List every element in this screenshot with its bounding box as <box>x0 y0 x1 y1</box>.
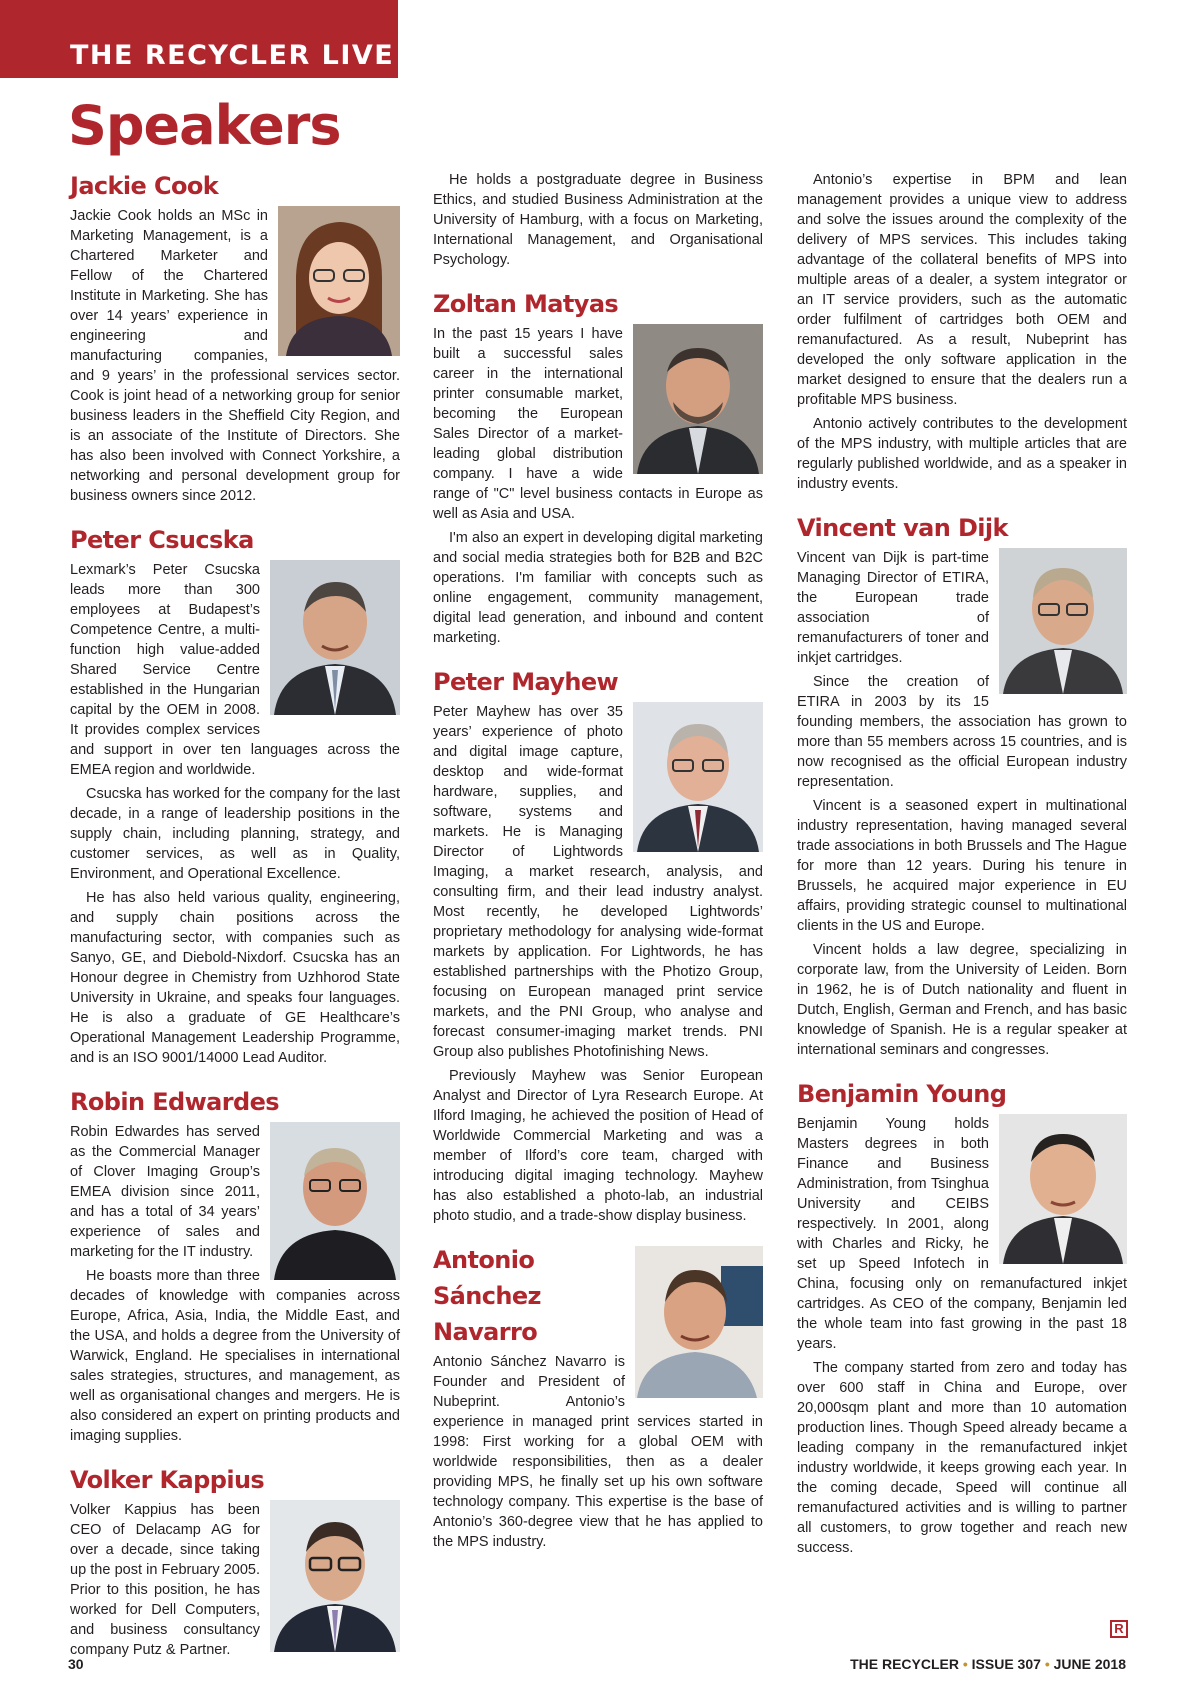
footer-separator: • <box>962 1656 968 1672</box>
footer-issue: ISSUE 307 <box>971 1656 1041 1672</box>
footer-publication-info <box>850 1656 1126 1672</box>
speaker-bio: In the past 15 years I have built a successful sales career in the international printer consumable market, becoming the European Sales Director of a market-leading global distribution company. I have a wide range of "C" level business contacts in Europe as well as Asia and USA. <box>433 326 763 522</box>
speaker-photo <box>270 560 400 715</box>
footer-date: JUNE 2018 <box>1053 1656 1126 1672</box>
speaker-bio: Since the creation of ETIRA in 2003 by its 15 founding members, the association has grown to more than 55 members across 15 countries, and is now recognised as the official European industry representation. <box>797 674 1127 790</box>
speaker-photo <box>999 548 1127 694</box>
speaker-bio: Peter Mayhew has over 35 years’ experience of photo and digital image capture, desktop and wide-format hardware, supplies, and software, systems and markets. He is Managing Director of Lightwords Imaging, a market research, analysis, and consulting firm, and their lead industry analyst. Most recently, he developed Lightwords’ proprietary methodology for analysing wide-format markets by application. For Lightwords, he has established partnerships with the Photizo Group, focusing on European managed print service markets, and the PNI Group, who analyse and forecast consumer-imaging market trends. PNI Group also publishes Photofinishing News. <box>433 704 763 1060</box>
speaker-photo <box>635 1246 763 1398</box>
speaker-antonio-sanchez-navarro-continued <box>797 170 1127 494</box>
end-of-article-logo: R <box>1110 1620 1128 1638</box>
speaker-name: Jackie Cook <box>70 172 219 200</box>
speaker-bio: Lexmark’s Peter Csucska leads more than 300 employees at Budapest’s Competence Centre, a multi-function high value-added Shared Service Centre established in the Hungarian capital by the OEM in 2008. It provides complex services and support in over ten languages across the EMEA region and worldwide. <box>70 562 400 778</box>
speaker-zoltan-matyas <box>433 286 763 648</box>
speaker-bio: Previously Mayhew was Senior European Analyst and Director of Lyra Research Europe. At Ilford Imaging, he achieved the position of Head of Worldwide Commercial Marketing and was a member of Ilford’s core team, charged with introducing digital imaging technology. Mayhew has also established a photo-lab, an industrial photo studio, and a trade-show display business. <box>433 1068 763 1224</box>
speaker-bio: Benjamin Young holds Masters degrees in both Finance and Business Administration, from Tsinghua University and CEIBS respectively. In 2001, along with Charles and Ricky, he set up Speed Infotech in China, focusing only on remanufactured inkjet cartridges. As CEO of the company, Benjamin led the whole team into fast growing in the past 18 years. <box>797 1116 1127 1352</box>
speaker-robin-edwardes <box>70 1084 400 1446</box>
speaker-bio: The company started from zero and today has over 600 staff in China and Europe, over 20,000sqm plant and more than 10 automation production lines. Though Speed already became a leading company in the remanufactured inkjet industry worldwide, it keeps growing each year. In the coming decade, Speed will continue all remanufactured activities and is willing to partner all customers, to grow together and reach new success. <box>797 1360 1127 1556</box>
speaker-benjamin-young <box>797 1076 1127 1558</box>
column-2 <box>433 170 763 1568</box>
speaker-photo <box>270 1500 400 1652</box>
column-3 <box>797 170 1127 1574</box>
speaker-name: Robin Edwardes <box>70 1088 279 1116</box>
speaker-bio: Vincent is a seasoned expert in multinational industry representation, having managed several trade associations in both Brussels and The Hague for more than 12 years. During his tenure in Brussels, he acquired major experience in EU affairs, providing strategic counsel to multinational clients in the US and Europe. <box>797 798 1127 934</box>
speaker-peter-mayhew <box>433 664 763 1226</box>
speaker-photo <box>999 1114 1127 1264</box>
speaker-bio: Robin Edwardes has served as the Commercial Manager of Clover Imaging Group’s EMEA division since 2011, and has a total of 34 years’ experience of sales and marketing for the IT industry. <box>70 1124 260 1260</box>
speaker-bio: He has also held various quality, engineering, and supply chain positions across the manufacturing sector, with companies such as Sanyo, GE, and Diebold-Nixdorf. Csucska has an Honour degree in Chemistry from Uzhhorod State University in Ukraine, and speaks four languages. He is also a graduate of GE Healthcare’s Operational Management Leadership Programme, and is an ISO 9001/14000 Lead Auditor. <box>70 890 400 1066</box>
column-1 <box>70 168 400 1676</box>
speaker-photo <box>633 702 763 852</box>
speaker-name: Peter Csucska <box>70 526 254 554</box>
speaker-name: Zoltan Matyas <box>433 290 619 318</box>
speaker-bio: Vincent van Dijk is part-time Managing Director of ETIRA, the European trade association of remanufacturers of toner and inkjet cartridges. <box>797 550 989 666</box>
page-number: 30 <box>68 1656 84 1672</box>
speaker-name: Vincent van Dijk <box>797 514 1008 542</box>
speaker-volker-kappius <box>70 1462 400 1660</box>
speaker-photo <box>270 1122 400 1280</box>
speaker-volker-kappius-continued <box>433 170 763 270</box>
speaker-photo <box>278 206 400 356</box>
speaker-photo <box>633 324 763 474</box>
speaker-peter-csucska <box>70 522 400 1068</box>
speaker-name: Peter Mayhew <box>433 668 619 696</box>
speaker-bio: Antonio’s expertise in BPM and lean management provides a unique view to address and solve the issues around the complexity of the delivery of MPS services. This includes taking advantage of the collateral benefits of MPS into multiple areas of a dealer, a system integrator or an IT service providers, such as the automatic order fulfilment of cartridges both OEM and remanufactured. As a result, Nubeprint has developed the only software application in the market designed to ensure that the dealers run a profitable MPS business. <box>797 172 1127 408</box>
speaker-vincent-van-dijk <box>797 510 1127 1060</box>
speaker-bio: He boasts more than three decades of knowledge with companies across Europe, Africa, Asia, India, the Middle East, and the USA, and holds a degree from the University of Warwick, England. He specialises in international sales strategies, structures, and management, as well as organisational changes and mergers. He is also considered an expert on printing products and imaging supplies. <box>70 1268 400 1444</box>
speaker-bio: Csucska has worked for the company for the last decade, in a range of leadership positions in the supply chain, including planning, strategy, and customer services, as well as in Quality, Environment, and Operational Excellence. <box>70 786 400 882</box>
speaker-name: Benjamin Young <box>797 1080 1007 1108</box>
section-banner <box>0 0 398 78</box>
speaker-bio: Antonio actively contributes to the development of the MPS industry, with multiple articles that are regularly published worldwide, and as a speaker in industry events. <box>797 416 1127 492</box>
speaker-name: Volker Kappius <box>70 1466 265 1494</box>
footer-separator: • <box>1044 1656 1050 1672</box>
banner-title: THE RECYCLER LIVE <box>70 40 395 71</box>
speaker-bio: He holds a postgraduate degree in Business Ethics, and studied Business Administration at the University of Hamburg, with a focus on Marketing, International Management, and Organisational Psychology. <box>433 172 763 268</box>
speaker-bio: Vincent holds a law degree, specializing in corporate law, from the University of Leiden. Born in 1962, he is of Dutch nationality and fluent in Dutch, English, German and French, and has basic knowledge of Spanish. He is a regular speaker at international seminars and congresses. <box>797 942 1127 1058</box>
speaker-name: Antonio Sánchez Navarro <box>433 1246 541 1346</box>
speaker-bio: Volker Kappius has been CEO of Delacamp AG for over a decade, since taking up the post in February 2005. Prior to this position, he has worked for Dell Computers, and business consultancy company Putz & Partner. <box>70 1502 260 1658</box>
speaker-antonio-sanchez-navarro <box>433 1242 763 1552</box>
page-title: Speakers <box>68 94 341 157</box>
speaker-bio: Jackie Cook holds an MSc in Marketing Management, is a Chartered Marketer and Fellow of the Chartered Institute in Marketing. She has over 14 years’ experience in engineering and manufacturing companies, and 9 years’ in the professional services sector. Cook is joint head of a networking group for senior business leaders in the Sheffield City Region, and is an associate of the Institute of Directors. She has also been involved with Connect Yorkshire, a networking and personal development group for business owners since 2012. <box>70 208 400 504</box>
speaker-jackie-cook <box>70 168 400 506</box>
footer-magazine: THE RECYCLER <box>850 1656 959 1672</box>
speaker-bio: I'm also an expert in developing digital marketing and social media strategies both for B2B and B2C operations. I'm familiar with concepts such as online engagement, community management, digital lead generation, and inbound and content marketing. <box>433 530 763 646</box>
speaker-bio: Antonio Sánchez Navarro is Founder and President of Nubeprint. Antonio’s experience in managed print services started in 1998: First working for a global OEM with worldwide responsibilities, then as a dealer providing MPS, he finally set up his own software technology company. This expertise is the base of Antonio’s 360-degree view that he has applied to the MPS industry. <box>433 1354 763 1550</box>
